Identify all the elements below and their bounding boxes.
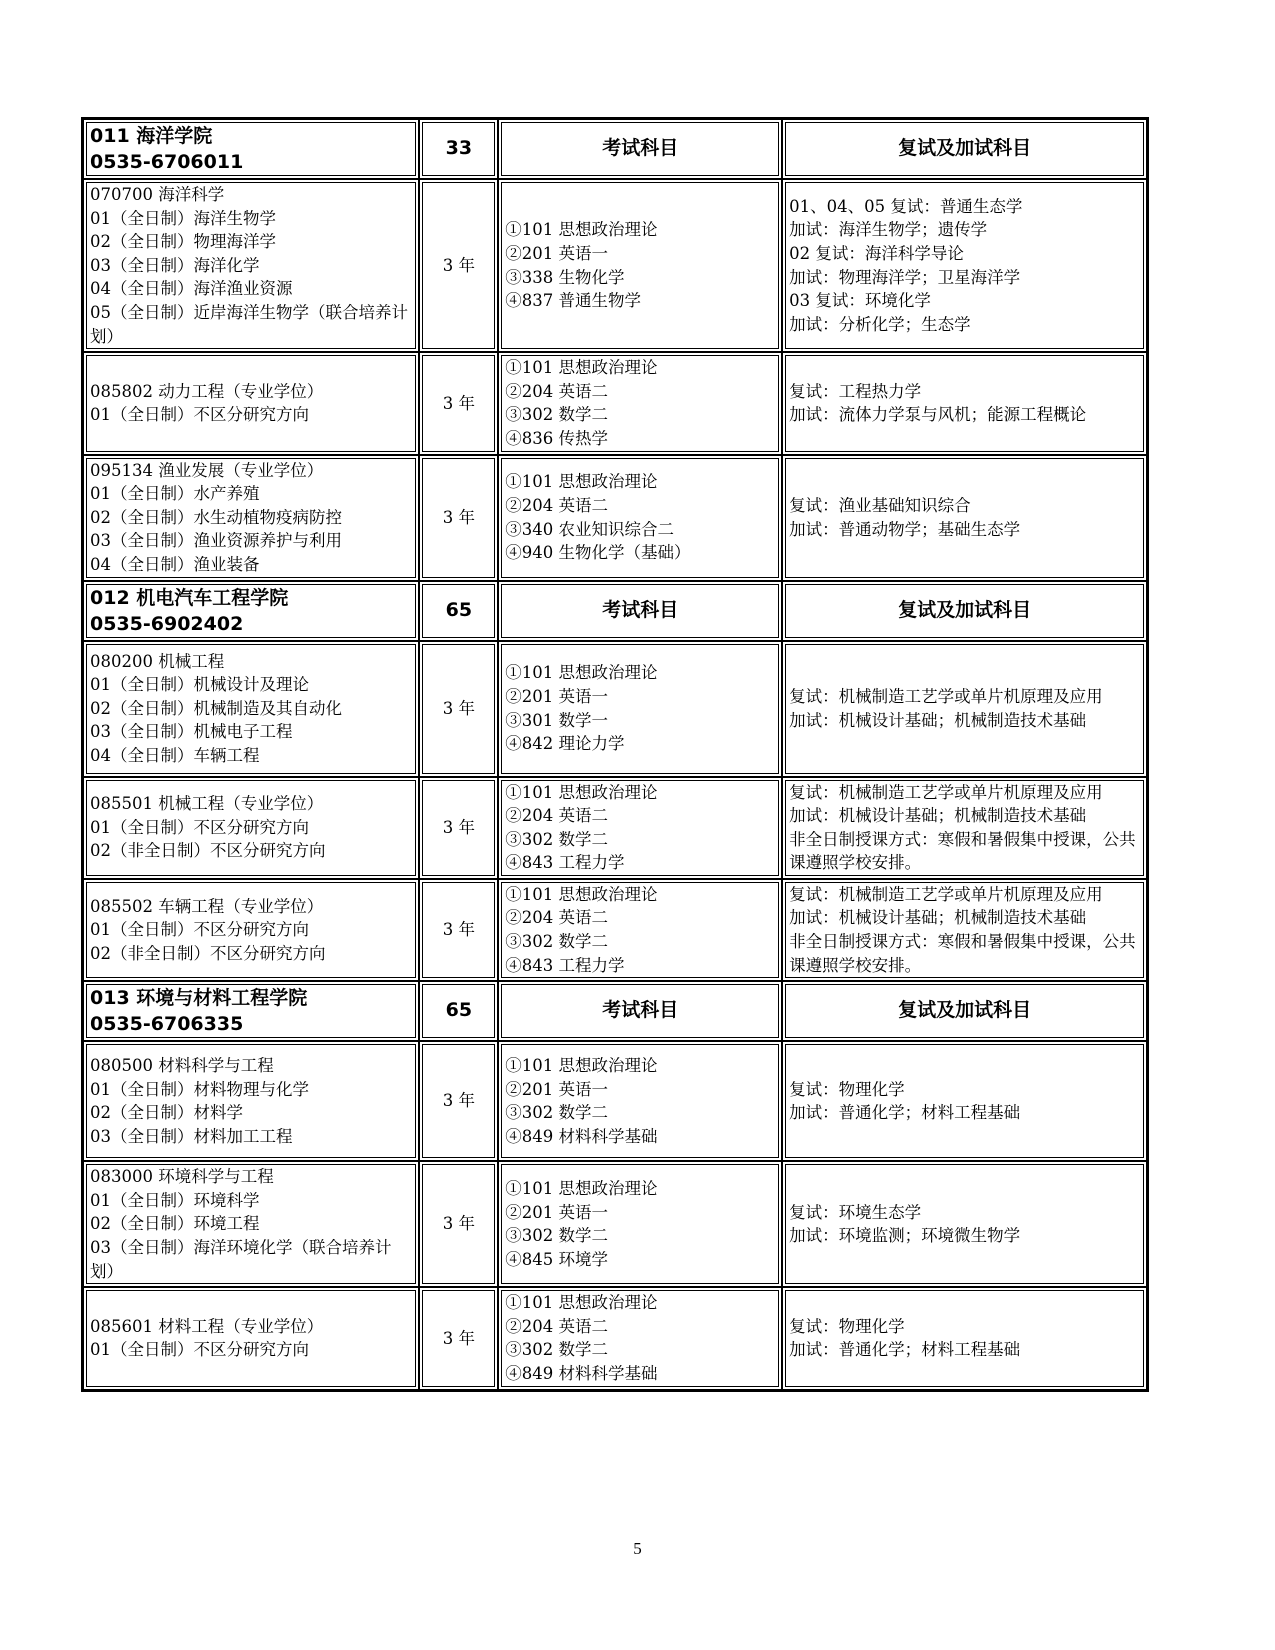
exam-subject: ④842 理论力学 [505, 734, 625, 754]
college-info [83, 119, 419, 179]
retest-line: 复试：机械制造工艺学或单片机原理及应用 [789, 686, 1103, 706]
exam-subject: ④849 材料科学基础 [505, 1364, 658, 1383]
enrollment-count: 65 [419, 581, 498, 641]
admissions-grid [83, 119, 1147, 1390]
program-row [83, 879, 1147, 981]
retest-line: 复试：环境生态学 [789, 1202, 922, 1222]
major-cell [83, 1287, 419, 1389]
major-line: 02（全日制）环境工程 [90, 1214, 260, 1234]
retest-line: 02 复试：海洋科学导论 [789, 243, 964, 263]
major-line: 01（全日制）海洋生物学 [90, 208, 276, 228]
exam-subjects-cell [498, 879, 782, 981]
major-line: 02（全日制）材料学 [90, 1103, 243, 1123]
exam-subject: ④845 环境学 [505, 1249, 609, 1269]
college-name: 012 机电汽车工程学院 [90, 586, 289, 609]
major-line: 05（全日制）近岸海洋生物学（联合培养计划） [90, 302, 408, 346]
major-line: 02（全日制）物理海洋学 [90, 232, 276, 252]
admissions-table [81, 117, 1149, 1392]
enrollment-count: 65 [419, 981, 498, 1041]
major-line: 095134 渔业发展（专业学位） [90, 460, 324, 480]
major-cell [83, 1041, 419, 1161]
retest-subjects-cell [782, 777, 1147, 879]
table-body [83, 119, 1147, 1390]
exam-subject: ③340 农业知识综合二 [505, 519, 675, 539]
retest-line: 01、04、05 复试：普通生态学 [789, 196, 1023, 216]
exam-subject: ③302 数学二 [505, 932, 609, 952]
major-line: 01（全日制）水产养殖 [90, 484, 260, 504]
college-name: 011 海洋学院 [90, 125, 213, 147]
exam-subject: ③302 数学二 [505, 1340, 609, 1360]
program-row [83, 777, 1147, 879]
major-cell [83, 641, 419, 777]
retest-subjects-cell [782, 455, 1147, 581]
major-line: 02（全日制）水生动植物疫病防控 [90, 507, 342, 527]
college-name: 013 环境与材料工程学院 [90, 987, 308, 1010]
exam-subject: ①101 思想政治理论 [505, 1293, 658, 1313]
program-row [83, 1287, 1147, 1389]
exam-subject: ④843 工程力学 [505, 955, 625, 975]
major-line: 04（全日制）海洋渔业资源 [90, 279, 293, 299]
retest-subjects-cell [782, 1041, 1147, 1161]
college-phone: 0535-6706335 [90, 1013, 244, 1036]
retest-subjects-header: 复试及加试科目 [782, 119, 1147, 179]
exam-subject: ④940 生物化学（基础） [505, 543, 691, 563]
duration-cell: 3 年 [419, 179, 498, 352]
retest-line: 加试：机械设计基础；机械制造技术基础 [789, 806, 1087, 826]
college-header-row [83, 581, 1147, 641]
exam-subject: ③302 数学二 [505, 1226, 609, 1246]
exam-subject: ①101 思想政治理论 [505, 1056, 658, 1076]
major-cell [83, 179, 419, 352]
program-row [83, 352, 1147, 454]
major-line: 03（全日制）海洋环境化学（联合培养计划） [90, 1238, 392, 1281]
exam-subjects-cell [498, 455, 782, 581]
major-line: 01（全日制）不区分研究方向 [90, 1340, 309, 1360]
duration-cell: 3 年 [419, 777, 498, 879]
exam-subject: ①101 思想政治理论 [505, 884, 658, 904]
major-line: 080200 机械工程 [90, 651, 225, 671]
retest-line: 加试：普通化学；材料工程基础 [789, 1103, 1021, 1123]
exam-subject: ①101 思想政治理论 [505, 220, 658, 240]
major-line: 03（全日制）机械电子工程 [90, 722, 293, 742]
exam-subjects-cell [498, 777, 782, 879]
major-line: 070700 海洋科学 [90, 185, 225, 204]
retest-subjects-cell [782, 179, 1147, 352]
major-line: 01（全日制）环境科学 [90, 1190, 260, 1210]
major-line: 03（全日制）渔业资源养护与利用 [90, 531, 342, 551]
retest-line: 复试：工程热力学 [789, 381, 922, 401]
major-cell [83, 352, 419, 454]
retest-subjects-cell [782, 879, 1147, 981]
major-line: 04（全日制）车辆工程 [90, 745, 260, 765]
retest-line: 加试：环境监测；环境微生物学 [789, 1226, 1021, 1246]
exam-subjects-header: 考试科目 [498, 119, 782, 179]
major-line: 01（全日制）材料物理与化学 [90, 1079, 309, 1099]
exam-subject: ④836 传热学 [505, 428, 609, 448]
exam-subject: ②204 英语二 [505, 806, 609, 826]
exam-subject: ①101 思想政治理论 [505, 663, 658, 683]
exam-subject: ②204 英语二 [505, 495, 609, 515]
exam-subject: ②201 英语一 [505, 243, 609, 263]
retest-line: 加试：物理海洋学；卫星海洋学 [789, 267, 1021, 287]
exam-subject: ①101 思想政治理论 [505, 358, 658, 378]
duration-cell: 3 年 [419, 352, 498, 454]
college-phone: 0535-6902402 [90, 612, 244, 635]
exam-subjects-cell [498, 641, 782, 777]
retest-subjects-header: 复试及加试科目 [782, 981, 1147, 1041]
exam-subject: ②204 英语二 [505, 1316, 609, 1336]
exam-subjects-header: 考试科目 [498, 981, 782, 1041]
retest-line: 非全日制授课方式：寒假和暑假集中授课，公共课遵照学校安排。 [789, 932, 1136, 975]
major-line: 01（全日制）不区分研究方向 [90, 817, 309, 837]
retest-subjects-cell [782, 1161, 1147, 1287]
exam-subject: ①101 思想政治理论 [505, 472, 658, 492]
major-line: 02（全日制）机械制造及其自动化 [90, 698, 342, 718]
exam-subject: ②204 英语二 [505, 908, 609, 928]
college-header-row [83, 119, 1147, 179]
major-cell [83, 455, 419, 581]
exam-subject: ③301 数学一 [505, 710, 609, 730]
duration-cell: 3 年 [419, 879, 498, 981]
program-row [83, 1041, 1147, 1161]
major-cell [83, 777, 419, 879]
major-line: 02（非全日制）不区分研究方向 [90, 943, 326, 963]
exam-subject: ②201 英语一 [505, 1079, 609, 1099]
exam-subjects-cell [498, 1161, 782, 1287]
retest-line: 加试：流体力学泵与风机；能源工程概论 [789, 405, 1087, 425]
retest-line: 加试：分析化学；生态学 [789, 314, 971, 334]
exam-subject: ②204 英语二 [505, 381, 609, 401]
exam-subject: ②201 英语一 [505, 686, 609, 706]
retest-line: 复试：渔业基础知识综合 [789, 495, 971, 515]
retest-line: 加试：机械设计基础；机械制造技术基础 [789, 710, 1087, 730]
major-line: 03（全日制）材料加工工程 [90, 1126, 293, 1146]
exam-subjects-cell [498, 352, 782, 454]
major-line: 04（全日制）渔业装备 [90, 554, 260, 574]
program-row [83, 1161, 1147, 1287]
exam-subject: ④837 普通生物学 [505, 291, 642, 311]
major-line: 080500 材料科学与工程 [90, 1056, 274, 1076]
duration-cell: 3 年 [419, 1287, 498, 1389]
retest-line: 复试：物理化学 [789, 1079, 905, 1099]
major-cell [83, 879, 419, 981]
retest-line: 复试：机械制造工艺学或单片机原理及应用 [789, 884, 1103, 904]
duration-cell: 3 年 [419, 455, 498, 581]
exam-subjects-header: 考试科目 [498, 581, 782, 641]
program-row [83, 455, 1147, 581]
college-header-row [83, 981, 1147, 1041]
college-info [83, 981, 419, 1041]
duration-cell: 3 年 [419, 1161, 498, 1287]
retest-line: 非全日制授课方式：寒假和暑假集中授课，公共课遵照学校安排。 [789, 829, 1136, 873]
retest-subjects-header: 复试及加试科目 [782, 581, 1147, 641]
exam-subjects-cell [498, 1041, 782, 1161]
major-line: 083000 环境科学与工程 [90, 1167, 274, 1187]
exam-subject: ②201 英语一 [505, 1202, 609, 1222]
exam-subjects-cell [498, 1287, 782, 1389]
major-cell [83, 1161, 419, 1287]
exam-subject: ④843 工程力学 [505, 853, 625, 873]
major-line: 03（全日制）海洋化学 [90, 255, 260, 275]
major-line: 085802 动力工程（专业学位） [90, 381, 324, 401]
exam-subject: ①101 思想政治理论 [505, 782, 658, 802]
major-line: 01（全日制）不区分研究方向 [90, 405, 309, 425]
college-info [83, 581, 419, 641]
major-line: 085501 机械工程（专业学位） [90, 794, 324, 814]
enrollment-count: 33 [419, 119, 498, 179]
retest-line: 加试：普通动物学；基础生态学 [789, 519, 1021, 539]
retest-line: 03 复试：环境化学 [789, 291, 931, 311]
major-line: 085502 车辆工程（专业学位） [90, 896, 324, 916]
major-line: 02（非全日制）不区分研究方向 [90, 841, 326, 861]
retest-line: 复试：物理化学 [789, 1316, 905, 1336]
exam-subject: ③302 数学二 [505, 405, 609, 425]
retest-line: 复试：机械制造工艺学或单片机原理及应用 [789, 782, 1103, 802]
retest-subjects-cell [782, 1287, 1147, 1389]
exam-subject: ③302 数学二 [505, 829, 609, 849]
exam-subject: ③302 数学二 [505, 1103, 609, 1123]
exam-subject: ①101 思想政治理论 [505, 1179, 658, 1199]
exam-subject: ③338 生物化学 [505, 267, 625, 287]
retest-subjects-cell [782, 352, 1147, 454]
duration-cell: 3 年 [419, 641, 498, 777]
exam-subjects-cell [498, 179, 782, 352]
retest-line: 加试：机械设计基础；机械制造技术基础 [789, 908, 1087, 928]
program-row [83, 641, 1147, 777]
retest-subjects-cell [782, 641, 1147, 777]
exam-subject: ④849 材料科学基础 [505, 1126, 658, 1146]
program-row [83, 179, 1147, 352]
page-number: 5 [633, 1539, 642, 1558]
major-line: 01（全日制）机械设计及理论 [90, 675, 309, 695]
major-line: 01（全日制）不区分研究方向 [90, 920, 309, 940]
college-phone: 0535-6706011 [90, 151, 244, 173]
duration-cell: 3 年 [419, 1041, 498, 1161]
retest-line: 加试：海洋生物学；遗传学 [789, 220, 988, 240]
major-line: 085601 材料工程（专业学位） [90, 1316, 324, 1336]
retest-line: 加试：普通化学；材料工程基础 [789, 1340, 1021, 1360]
